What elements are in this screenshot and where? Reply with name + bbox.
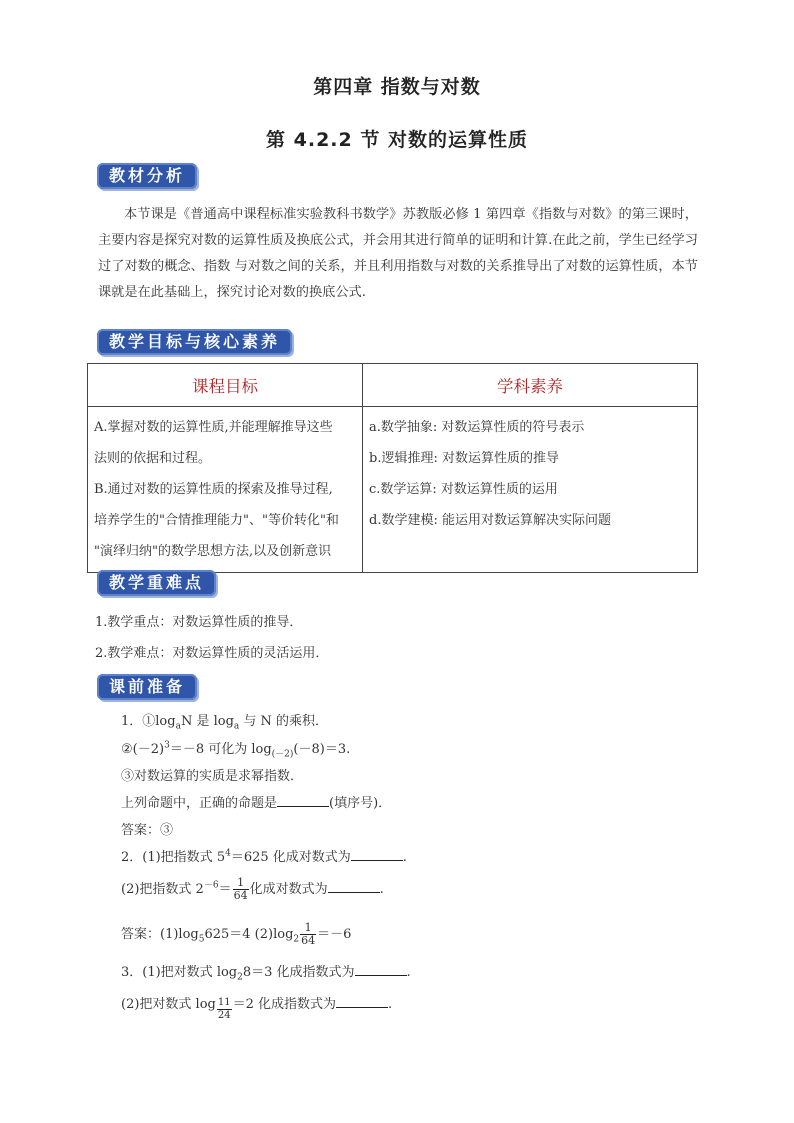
answer-blank [355,963,407,976]
q1-question: 上列命题中，正确的命题是 (填序号)． [121,796,392,811]
q1-statement-2: $②(-2)^3=-8$ 可化为 $\log_{(-2)}(-8)=3$. [121,740,351,760]
answer-blank [328,880,380,893]
key-point-1: 1.教学重点：对数运算性质的推导． [95,615,303,630]
header-course-goals: 课程目标 [88,364,363,407]
goal-line: 法则的依据和过程。 [94,451,212,466]
goal-line: 培养学生的"合情推理能力"、"等价转化"和 [94,513,339,528]
answer-blank [277,794,329,807]
q1-statement-3: ③对数运算的实质是求幂指数． [121,769,304,784]
analysis-paragraph: 本节课是《普通高中课程标准实验教科书数学》苏教版必修 1 第四章《指数与对数》的第三课时，主要内容是探究对数的运算性质及换底公式，并会用其进行简单的证明和计算.在此之前，学生已经学习过了对数的概念、指数 与对数之间的关系，并且利用指数与对数的关系推导出了对数的运算性质，本节课就是在此基础上，探究讨论对数的换底公式. [98,207,698,300]
fraction: $\frac{11}{24}$ [217,997,231,1021]
header-subject-literacy: 学科素养 [363,364,698,407]
q2-part-1: 2．(1)把指数式 $5^4=625$ 化成对数式为 . [121,848,407,865]
key-point-2: 2.教学难点：对数运算性质的灵活运用． [95,646,329,661]
badge-preparation: 课前准备 [97,674,197,700]
q2-part-2: (2)把指数式 $2^{-6}=$ $\frac{1}{64}$ 化成对数式为 . [121,876,384,902]
q3-part-1: 3．(1)把对数式 $\log_28=3$ 化成指数式为 . [121,965,411,983]
chapter-title: 第四章 指数与对数 [313,76,481,98]
badge-goals: 教学目标与核心素养 [97,329,292,355]
q1-answer: 答案：③ [121,823,174,838]
fraction: $\frac{1}{64}$ [233,876,248,902]
fraction: $\frac{1}{64}$ [301,921,316,947]
course-goals-cell [88,407,363,573]
q1-statement-1: 1．$①\log_aN$ 是 $\log_a$ 与 N 的乘积． [121,714,329,732]
goal-line: "演绎归纳"的数学思想方法,以及创新意识 [94,544,332,559]
literacy-line: c.数学运算: 对数运算性质的运用 [369,482,558,497]
answer-blank [336,995,388,1008]
goals-table-header-row [88,364,698,407]
literacy-line: b.逻辑推理: 对数运算性质的推导 [369,451,559,466]
badge-analysis: 教材分析 [97,163,197,189]
goals-table-row [88,407,698,573]
literacy-line: d.数学建模: 能运用对数运算解决实际问题 [369,513,611,528]
goal-line: A.掌握对数的运算性质,并能理解推导这些 [94,420,333,435]
literacy-line: a.数学抽象: 对数运算性质的符号表示 [369,420,585,435]
goals-table [87,363,698,573]
q3-part-2: (2)把对数式 log $\frac{11}{24}$ ＝2 化成指数式为 . [121,997,393,1021]
subject-literacy-cell [363,407,698,573]
section-title: 第 4.2.2 节 对数的运算性质 [266,129,528,151]
q2-answer: 答案：$(1)\log_5625=4$ $(2)\log_2$ $\frac{1}{64}$ ＝－6 [121,921,352,947]
answer-blank [351,848,403,861]
goal-line: B.通过对数的运算性质的探索及推导过程, [94,482,333,497]
badge-key-points: 教学重难点 [97,570,216,596]
